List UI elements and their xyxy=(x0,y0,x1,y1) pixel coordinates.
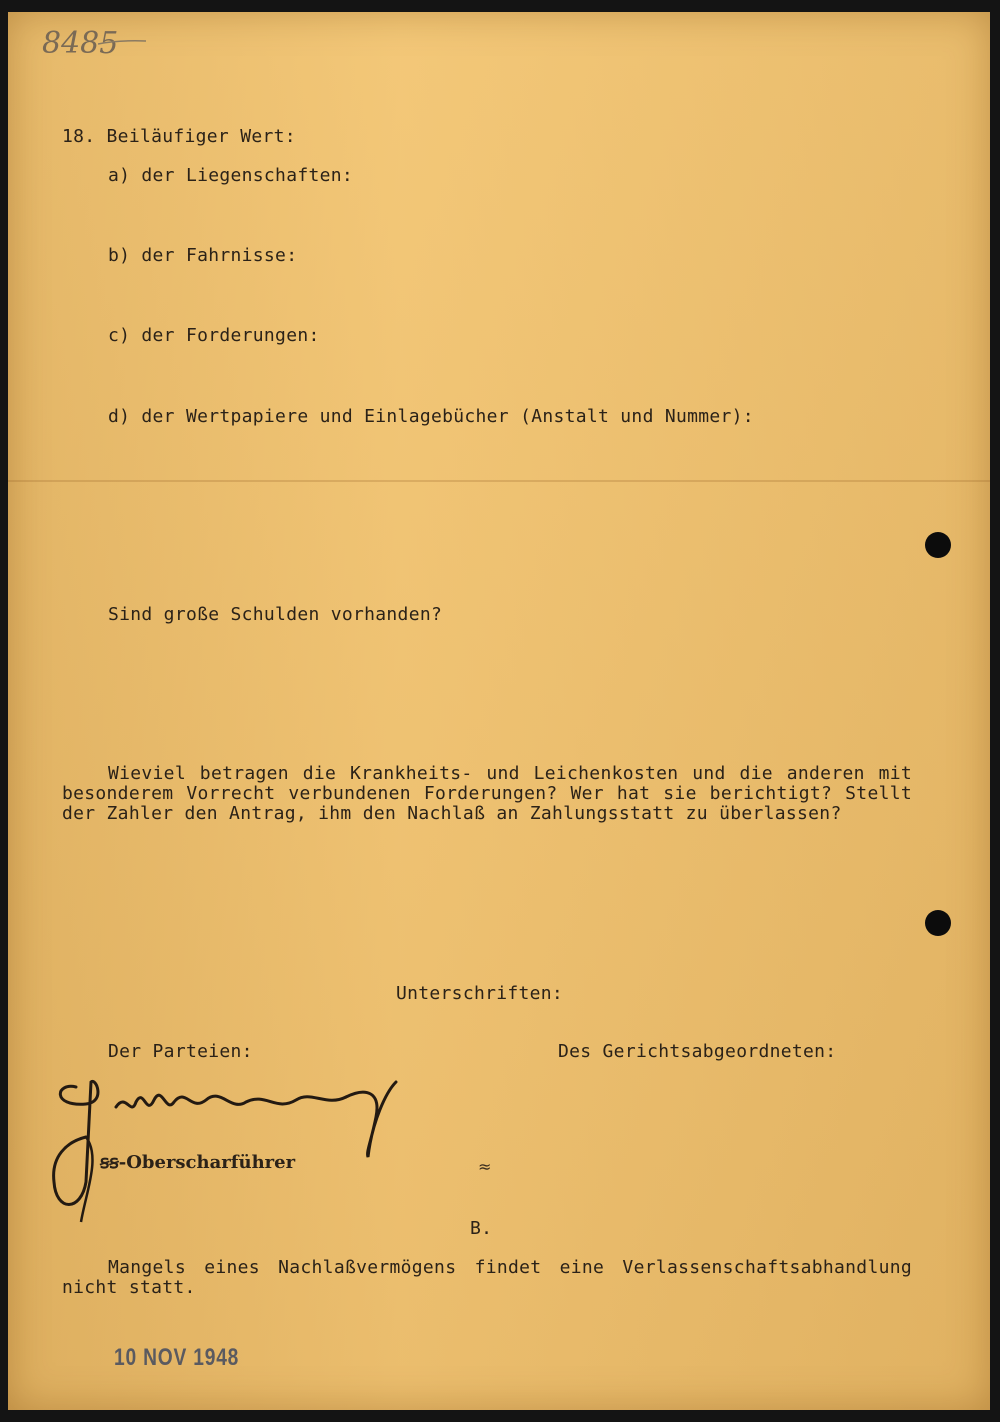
court-delegate-label: Des Gerichtsabgeordneten: xyxy=(558,1041,837,1062)
punch-hole-top xyxy=(925,532,951,558)
signatures-heading: Unterschriften: xyxy=(396,983,564,1004)
section-b-text: Mangels eines Nachlaßvermögens findet eine Verlassenschaftsabhandlung nicht statt. xyxy=(62,1257,912,1298)
rank-stamp: ꞩꞩ-Oberscharführer xyxy=(100,1152,296,1173)
parties-label: Der Parteien: xyxy=(108,1041,253,1062)
date-stamp: 10 NOV 1948 xyxy=(114,1344,240,1371)
section-b-label: B. xyxy=(470,1218,493,1239)
ink-mark: ≈ xyxy=(478,1157,492,1176)
document-page xyxy=(8,12,990,1410)
item-18-a: a) der Liegenschaften: xyxy=(108,165,354,186)
item-18-b: b) der Fahrnisse: xyxy=(108,245,298,266)
item-18-d: d) der Wertpapiere und Einlagebücher (Anstalt und Nummer): xyxy=(108,406,754,427)
item-18-heading: 18. Beiläufiger Wert: xyxy=(62,126,296,147)
handwritten-reference-number: 8485 xyxy=(42,26,119,61)
costs-question: Wieviel betragen die Krankheits- und Leichenkosten und die anderen mit besonderem Vorrecht verbundenen Forderungen? Wer hat sie berichtigt? Stellt der Zahler den Antrag, ihm den Nachlaß an Zahlungsstatt zu überlassen? xyxy=(62,763,912,824)
underline-stroke xyxy=(98,38,148,48)
fold-line xyxy=(8,480,990,482)
punch-hole-bottom xyxy=(925,910,951,936)
item-18-c: c) der Forderungen: xyxy=(108,325,320,346)
handwritten-signature xyxy=(36,1062,406,1232)
debts-question: Sind große Schulden vorhanden? xyxy=(108,604,443,625)
